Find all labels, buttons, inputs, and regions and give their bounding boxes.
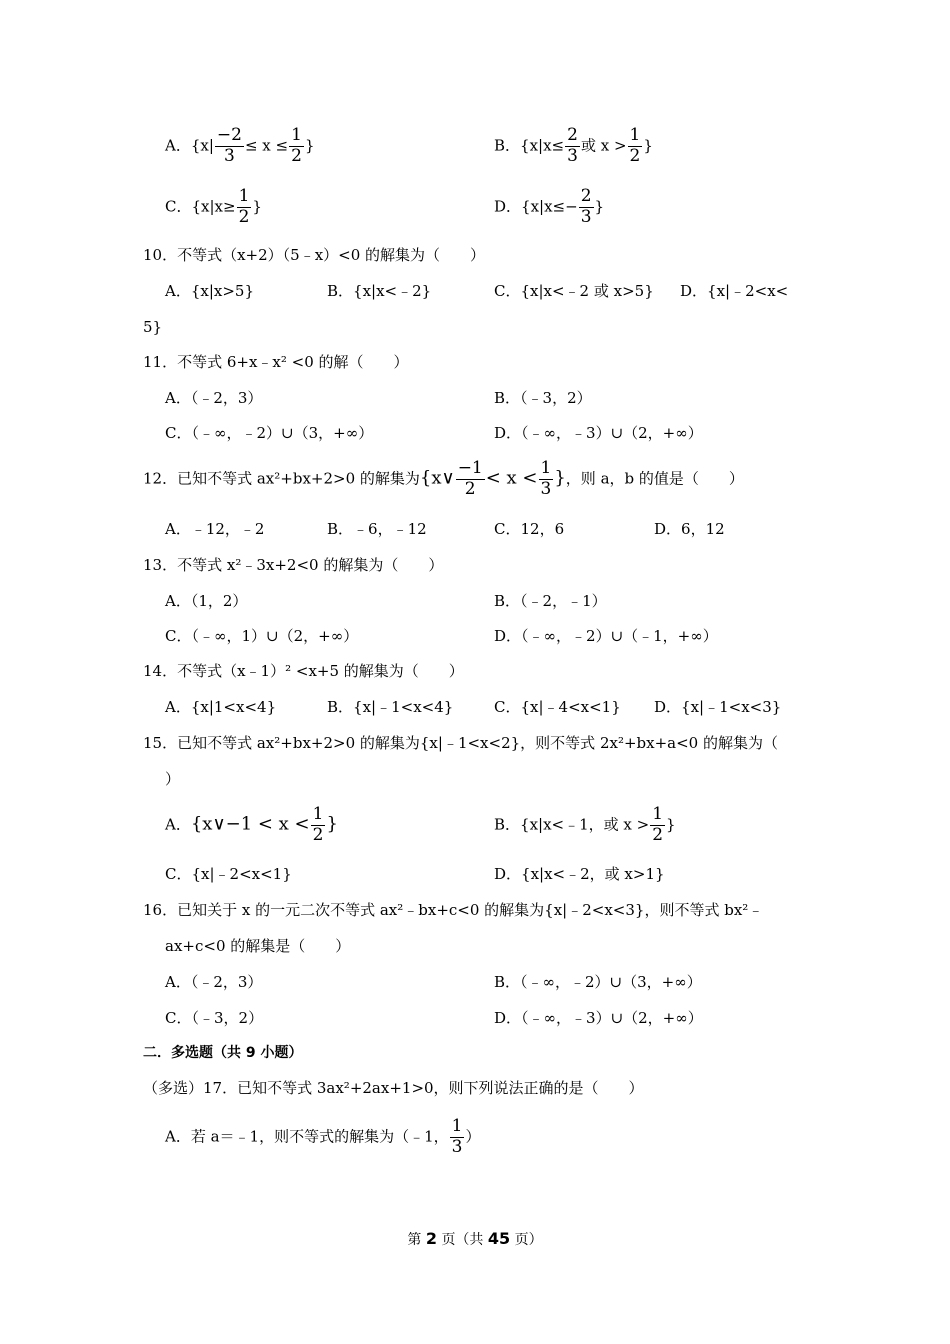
q15-option-d: D．{x|x<﹣2，或 x>1} — [494, 865, 665, 883]
q16-option-d: D．（﹣∞，﹣3）∪（2，+∞） — [494, 1009, 703, 1027]
q13-option-a: A．（1，2） — [165, 592, 248, 610]
q9-option-b: B．{x|x≤ $\frac{2}{3}$ 或 x > $\frac{1}{2}$ } — [494, 125, 653, 166]
q15-stem-continued: ） — [165, 770, 181, 788]
q11-stem: 11．不等式 6+x﹣x² <0 的解（ ） — [143, 353, 409, 371]
q14-option-c: C．{x|﹣4<x<1} — [494, 698, 621, 716]
q11-option-d: D．（﹣∞，﹣3）∪（2，+∞） — [494, 424, 703, 442]
q12-option-c: C．12，6 — [494, 520, 565, 538]
q13-option-d: D．（﹣∞，﹣2）∪（﹣1，+∞） — [494, 627, 718, 645]
q13-option-b: B．（﹣2，﹣1） — [494, 592, 607, 610]
q16-option-c: C．（﹣3，2） — [165, 1009, 264, 1027]
section-title-multiple-choice: 二．多选题（共 9 小题） — [143, 1045, 303, 1061]
q15-option-a: A．{x∨−1 < x < $\frac{1}{2}$ } — [165, 804, 338, 845]
q10-option-d: D．{x|﹣2<x< — [680, 282, 789, 300]
q15-option-b: B．{x|x<﹣1，或 x > $\frac{1}{2}$ } — [494, 804, 676, 845]
q10-option-b: B．{x|x<﹣2} — [327, 282, 432, 300]
page-footer: 第 2 页（共 45 页） — [407, 1229, 543, 1248]
q12-option-b: B．﹣6，﹣12 — [327, 520, 427, 538]
q11-option-b: B．（﹣3，2） — [494, 389, 592, 407]
q17-stem: （多选）17．已知不等式 3ax²+2ax+1>0，则下列说法正确的是（ ） — [143, 1079, 644, 1097]
page-total: 45 — [487, 1229, 511, 1248]
q10-option-a: A．{x|x>5} — [165, 282, 255, 300]
q14-option-b: B．{x|﹣1<x<4} — [327, 698, 454, 716]
q17-option-a: A．若 a＝﹣1，则不等式的解集为（﹣1， $\frac{1}{3}$ ） — [165, 1116, 481, 1157]
q16-stem: 16．已知关于 x 的一元二次不等式 ax²﹣bx+c<0 的解集为{x|﹣2<x<3}，则不等式 bx²﹣ — [143, 901, 764, 919]
q12-option-a: A．﹣12，﹣2 — [165, 520, 265, 538]
q14-option-a: A．{x|1<x<4} — [165, 698, 277, 716]
q16-option-a: A．（﹣2，3） — [165, 973, 263, 991]
q12-stem: 12．已知不等式 ax²+bx+2>0 的解集为{x∨ $\frac{-1}{2}$ < x < $\frac{1}{3}$ }，则 a，b 的值是（ ） — [143, 458, 744, 499]
q11-option-c: C．（﹣∞，﹣2）∪（3，+∞） — [165, 424, 374, 442]
q9-option-a: A．{x| $\frac{-2}{3}$ ≤ x ≤ $\frac{1}{2}$ } — [165, 125, 315, 166]
q10-option-d-continued: 5} — [143, 318, 163, 336]
q9-option-d: D．{x|x≤− $\frac{2}{3}$ } — [494, 186, 605, 227]
q13-option-c: C．（﹣∞，1）∪（2，+∞） — [165, 627, 359, 645]
q13-stem: 13．不等式 x²﹣3x+2<0 的解集为（ ） — [143, 556, 444, 574]
q10-option-c: C．{x|x<﹣2 或 x>5} — [494, 282, 654, 300]
q16-option-b: B．（﹣∞，﹣2）∪（3，+∞） — [494, 973, 702, 991]
page-number: 2 — [425, 1229, 437, 1248]
q12-option-d: D．6，12 — [654, 520, 725, 538]
q15-option-c: C．{x|﹣2<x<1} — [165, 865, 292, 883]
q16-stem-continued: ax+c<0 的解集是（ ） — [165, 937, 351, 955]
q15-stem: 15．已知不等式 ax²+bx+2>0 的解集为{x|﹣1<x<2}，则不等式 2x²+bx+a<0 的解集为（ — [143, 734, 778, 752]
q14-option-d: D．{x|﹣1<x<3} — [654, 698, 782, 716]
q10-stem: 10．不等式（x+2）（5﹣x）<0 的解集为（ ） — [143, 246, 486, 264]
q9-option-c: C．{x|x≥ $\frac{1}{2}$ } — [165, 186, 262, 227]
q14-stem: 14．不等式（x﹣1）² <x+5 的解集为（ ） — [143, 662, 464, 680]
q11-option-a: A．（﹣2，3） — [165, 389, 263, 407]
